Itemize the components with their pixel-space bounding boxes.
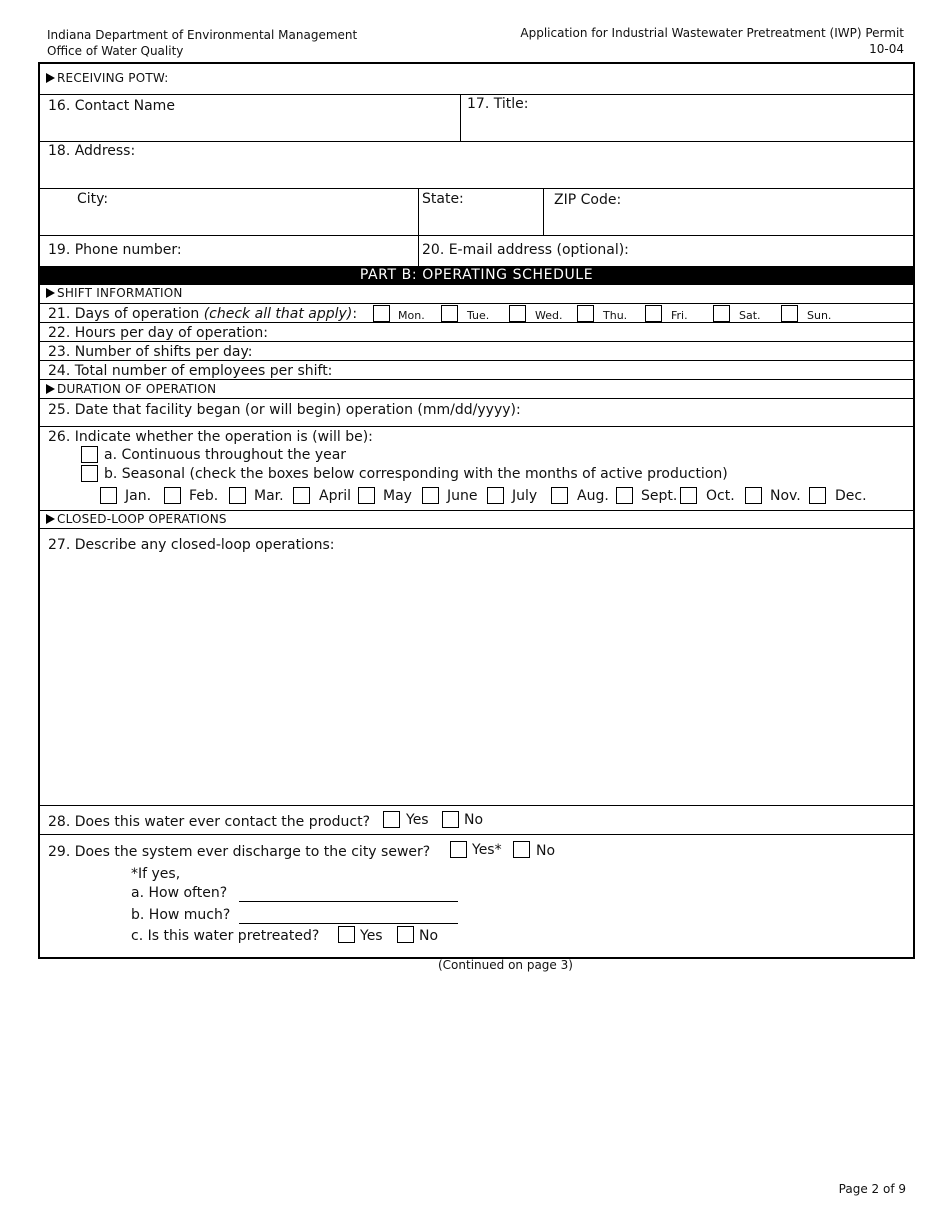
day-mon-checkbox[interactable] <box>373 305 390 322</box>
part-b-title: PART B: OPERATING SCHEDULE <box>40 266 913 285</box>
q29c-yes-label: Yes <box>360 928 383 944</box>
email-label: 20. E-mail address (optional): <box>422 242 629 258</box>
day-tue-checkbox[interactable] <box>441 305 458 322</box>
q29a-how-often-label: a. How often? <box>131 885 228 901</box>
month-nov-checkbox[interactable] <box>745 487 762 504</box>
q22-hours-per-day: 22. Hours per day of operation: <box>48 325 268 341</box>
section-shift-information <box>46 286 183 300</box>
office-name: Office of Water Quality <box>47 44 184 58</box>
month-sept-checkbox[interactable] <box>616 487 633 504</box>
agency-header <box>47 27 357 59</box>
city-label: City: <box>77 191 109 207</box>
month-may-checkbox[interactable] <box>358 487 375 504</box>
month-june-checkbox[interactable] <box>422 487 439 504</box>
operating-schedule-form <box>38 62 915 959</box>
month-jan-label: Jan. <box>125 488 152 504</box>
day-fri-label: Fri. <box>671 309 688 322</box>
day-wed-checkbox[interactable] <box>509 305 526 322</box>
page-number: Page 2 of 9 <box>838 1182 906 1196</box>
section-label: DURATION OF OPERATION <box>57 382 217 396</box>
month-dec-label: Dec. <box>835 488 867 504</box>
q25-start-date: 25. Date that facility began (or will begin) operation (mm/dd/yyyy): <box>48 402 521 418</box>
month-sept-label: Sept. <box>641 488 678 504</box>
q29b-how-much-label: b. How much? <box>131 907 231 923</box>
q21-prefix: 21. Days of operation <box>48 306 204 322</box>
q29c-yes-checkbox[interactable] <box>338 926 355 943</box>
day-sun-checkbox[interactable] <box>781 305 798 322</box>
day-sat-label: Sat. <box>739 309 761 322</box>
day-thu-label: Thu. <box>603 309 628 322</box>
month-oct-label: Oct. <box>706 488 735 504</box>
q28-yes-checkbox[interactable] <box>383 811 400 828</box>
month-aug-label: Aug. <box>577 488 609 504</box>
address-label: 18. Address: <box>48 143 136 159</box>
month-aug-checkbox[interactable] <box>551 487 568 504</box>
continuous-checkbox[interactable] <box>81 446 98 463</box>
arrow-icon <box>46 384 55 394</box>
q29c-pretreated-label: c. Is this water pretreated? <box>131 928 320 944</box>
month-june-label: June <box>447 488 478 504</box>
day-sun-label: Sun. <box>807 309 832 322</box>
month-mar-checkbox[interactable] <box>229 487 246 504</box>
seasonal-label: b. Seasonal (check the boxes below corresponding with the months of active production) <box>104 466 728 482</box>
month-oct-checkbox[interactable] <box>680 487 697 504</box>
month-dec-checkbox[interactable] <box>809 487 826 504</box>
agency-name: Indiana Department of Environmental Management <box>47 28 358 42</box>
continuous-label: a. Continuous throughout the year <box>104 447 347 463</box>
arrow-icon <box>46 73 55 83</box>
q28-no-label: No <box>464 812 484 828</box>
if-yes-label: *If yes, <box>131 866 181 882</box>
section-label: CLOSED-LOOP OPERATIONS <box>57 512 227 526</box>
arrow-icon <box>46 288 55 298</box>
q28-no-checkbox[interactable] <box>442 811 459 828</box>
phone-label: 19. Phone number: <box>48 242 182 258</box>
month-jan-checkbox[interactable] <box>100 487 117 504</box>
q23-shifts-per-day: 23. Number of shifts per day: <box>48 344 253 360</box>
q26-operation-type: 26. Indicate whether the operation is (will be): <box>48 429 373 445</box>
month-mar-label: Mar. <box>254 488 284 504</box>
form-code: 10-04 <box>869 42 904 56</box>
day-wed-label: Wed. <box>535 309 563 322</box>
q28-yes-label: Yes <box>406 812 429 828</box>
how-often-field[interactable] <box>239 901 458 902</box>
day-fri-checkbox[interactable] <box>645 305 662 322</box>
q29c-no-label: No <box>419 928 439 944</box>
month-nov-label: Nov. <box>770 488 801 504</box>
day-mon-label: Mon. <box>398 309 425 322</box>
month-april-checkbox[interactable] <box>293 487 310 504</box>
q29-discharge-sewer: 29. Does the system ever discharge to the city sewer? <box>48 844 431 860</box>
q29-no-label: No <box>536 843 556 859</box>
month-july-checkbox[interactable] <box>487 487 504 504</box>
q21-suffix: : <box>352 306 358 322</box>
month-feb-checkbox[interactable] <box>164 487 181 504</box>
month-feb-label: Feb. <box>189 488 219 504</box>
section-label: SHIFT INFORMATION <box>57 286 183 300</box>
q21-italic: (check all that apply) <box>203 306 353 322</box>
q28-contact-product: 28. Does this water ever contact the product? <box>48 814 371 830</box>
contact-name-label: 16. Contact Name <box>48 98 175 114</box>
arrow-icon <box>46 514 55 524</box>
q29-no-checkbox[interactable] <box>513 841 530 858</box>
state-label: State: <box>422 191 464 207</box>
section-closed-loop <box>46 512 227 526</box>
section-label: RECEIVING POTW: <box>57 71 169 85</box>
month-july-label: July <box>512 488 538 504</box>
q29-yes-checkbox[interactable] <box>450 841 467 858</box>
q21-days-of-operation <box>48 305 357 323</box>
q27-closed-loop-label: 27. Describe any closed-loop operations: <box>48 537 335 553</box>
title-label: 17. Title: <box>467 96 529 112</box>
form-title: Application for Industrial Wastewater Pretreatment (IWP) Permit <box>520 26 904 40</box>
day-tue-label: Tue. <box>467 309 490 322</box>
section-duration-of-operation <box>46 382 216 396</box>
section-receiving-potw <box>46 71 168 85</box>
closed-loop-description-area[interactable] <box>42 554 911 804</box>
month-april-label: April <box>319 488 351 504</box>
q24-employees-per-shift: 24. Total number of employees per shift: <box>48 363 333 379</box>
continued-note: (Continued on page 3) <box>438 958 573 972</box>
day-thu-checkbox[interactable] <box>577 305 594 322</box>
seasonal-checkbox[interactable] <box>81 465 98 482</box>
q29-yes-label: Yes* <box>472 842 502 858</box>
month-may-label: May <box>383 488 412 504</box>
form-header <box>520 25 904 57</box>
how-much-field[interactable] <box>239 923 458 924</box>
day-sat-checkbox[interactable] <box>713 305 730 322</box>
zip-label: ZIP Code: <box>554 192 622 208</box>
q29c-no-checkbox[interactable] <box>397 926 414 943</box>
